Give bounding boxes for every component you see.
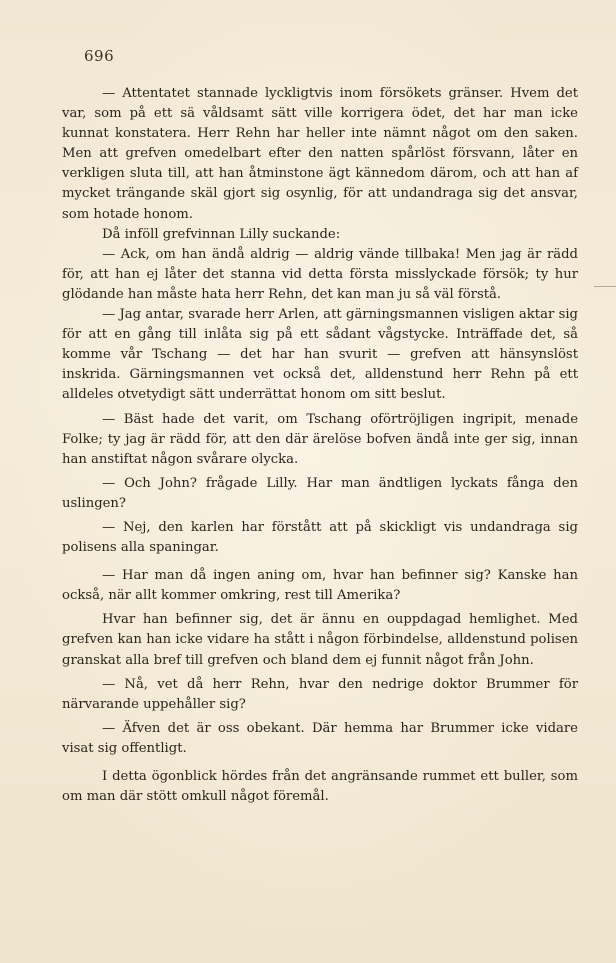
body-text bbox=[62, 84, 578, 807]
paragraph: — Nej, den karlen har förstått att på skickligt vis undandraga sig polisens alla spaningar. bbox=[62, 519, 578, 556]
paragraph: — Jag antar, svarade herr Arlen, att gärningsmannen visligen aktar sig för att en gång till inlåta sig på ett sådant vågstycke. Inträffade det, så komme vår Tschang — det har han svurit — grefven att hänsynslöst inskrida. Gärningsmannen vet också det, alldenstund herr Rehn på ett alldeles otvetydigt sätt underrättat honom om sitt beslut. bbox=[62, 307, 578, 403]
paragraph: Då inföll grefvinnan Lilly suckande: bbox=[102, 226, 341, 242]
paragraph: — Och John? frågade Lilly. Har man ändtligen lyckats fånga den uslingen? bbox=[62, 475, 578, 511]
paragraph: Hvar han befinner sig, det är ännu en ouppdagad hemlighet. Med grefven kan han icke vidare ha stått i någon förbindelse, alldenstund polisen granskat alla bref till grefven och bland dem ej funnit något från John. bbox=[62, 612, 578, 668]
paragraph: I detta ögonblick hördes från det angränsande rummet ett buller, som om man där stött omkull något föremål. bbox=[62, 769, 578, 805]
paragraph: — Äfven det är oss obekant. Där hemma har Brummer icke vidare visat sig offentligt. bbox=[62, 720, 578, 756]
paragraph: — Nå, vet då herr Rehn, hvar den nedrige doktor Brummer för närvarande uppehåller sig? bbox=[62, 676, 578, 712]
paragraph: — Attentatet stannade lyckligtvis inom försökets gränser. Hvem det var, som på ett sä våldsamt sätt ville korrigera ödet, det har man icke kunnat konstatera. Herr Rehn har heller inte nämnt något om den saken. Men att grefven omedelbart efter den natten spårlöst försvann, låter en verkligen sluta till, att han åtminstone ägt kännedom därom, och att han af mycket trängande skäl gjort sig osynlig, för att undandraga sig det ansvar, som hotade honom. bbox=[62, 86, 578, 222]
page-number: 696 bbox=[84, 47, 115, 65]
paragraph: — Ack, om han ändå aldrig — aldrig vände tillbaka! Men jag är rädd för, att han ej låter det stanna vid detta första misslyckade försök; ty hur glödande han måste hata herr Rehn, det kan man ju så väl förstå. bbox=[62, 246, 578, 302]
paragraph: — Har man då ingen aning om, hvar han befinner sig? Kanske han också, när allt kommer omkring, rest till Amerika? bbox=[62, 568, 578, 604]
margin-rule bbox=[594, 286, 616, 287]
paragraph: — Bäst hade det varit, om Tschang oförtröjligen ingripit, menade Folke; ty jag är rädd för, att den där ärelöse bofven ändå inte ger sig, innan han anstiftat någon svårare olycka. bbox=[62, 411, 578, 467]
